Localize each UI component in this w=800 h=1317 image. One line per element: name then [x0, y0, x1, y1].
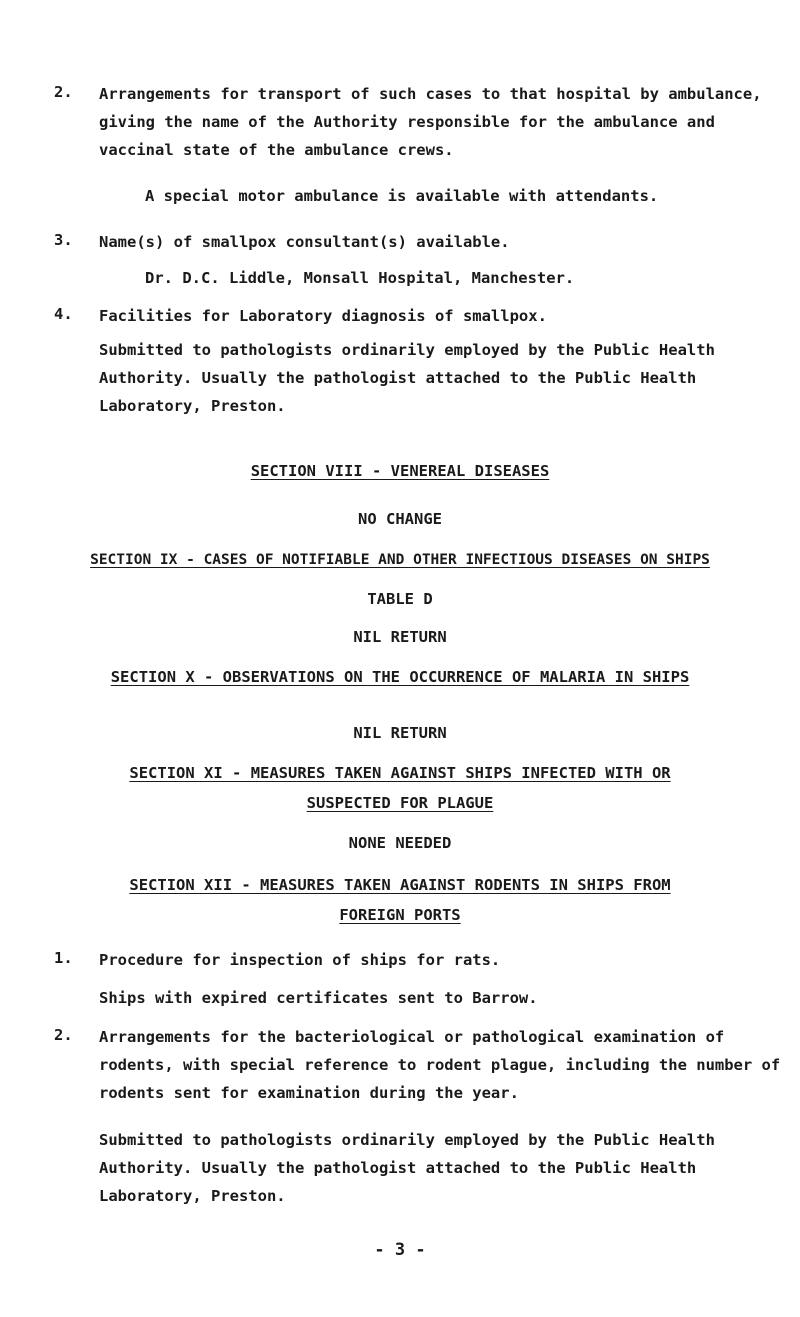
item-number: 2.	[54, 83, 73, 101]
section-ix-heading: SECTION IX - CASES OF NOTIFIABLE AND OTHER INFECTIOUS DISEASES ON SHIPS	[90, 552, 710, 568]
item-text: Arrangements for the bacteriological or pathological examination of rodents, with special reference to rodent plague, including the number of rodents sent for examination during the year.	[99, 1028, 781, 1102]
section-ix-table: TABLE D	[367, 590, 433, 608]
page-number: - 3 -	[374, 1240, 426, 1260]
item-number: 2.	[54, 1026, 73, 1044]
rodent-item-1-answer: Ships with expired certificates sent to Barrow.	[99, 989, 538, 1007]
item-text: Name(s) of smallpox consultant(s) available.	[99, 233, 510, 251]
section-xi-note: NONE NEEDED	[348, 834, 452, 852]
item-number: 4.	[54, 305, 73, 323]
section-viii-note: NO CHANGE	[358, 510, 442, 528]
section-x-heading: SECTION X - OBSERVATIONS ON THE OCCURRENCE OF MALARIA IN SHIPS	[110, 668, 690, 686]
item-text: Arrangements for transport of such cases to that hospital by ambulance, giving the name of the Authority responsible for the ambulance and vaccinal state of the ambulance crews.	[99, 85, 762, 159]
item-text: Facilities for Laboratory diagnosis of smallpox.	[99, 307, 547, 325]
section-xi-heading-line2: SUSPECTED FOR PLAGUE	[306, 794, 494, 812]
item-number: 1.	[54, 949, 73, 967]
item-4-answer: Submitted to pathologists ordinarily employed by the Public Health Authority. Usually the pathologist attached to the Public Health Laboratory, Preston.	[99, 341, 715, 415]
rodent-item-2-answer: Submitted to pathologists ordinarily employed by the Public Health Authority. Usually the pathologist attached to the Public Health Laboratory, Preston.	[99, 1131, 715, 1205]
section-x-note: NIL RETURN	[353, 724, 447, 742]
section-ix-note: NIL RETURN	[353, 628, 447, 646]
item-text: Procedure for inspection of ships for rats.	[99, 951, 501, 969]
item-2-answer: A special motor ambulance is available with attendants.	[145, 187, 659, 205]
section-viii-heading: SECTION VIII - VENEREAL DISEASES	[250, 462, 550, 480]
section-xii-heading-line1: SECTION XII - MEASURES TAKEN AGAINST RODENTS IN SHIPS FROM	[129, 876, 671, 894]
section-xii-heading-line2: FOREIGN PORTS	[339, 906, 461, 924]
item-number: 3.	[54, 231, 73, 249]
section-xi-heading-line1: SECTION XI - MEASURES TAKEN AGAINST SHIPS INFECTED WITH OR	[129, 764, 671, 782]
item-3-answer: Dr. D.C. Liddle, Monsall Hospital, Manchester.	[145, 269, 575, 287]
